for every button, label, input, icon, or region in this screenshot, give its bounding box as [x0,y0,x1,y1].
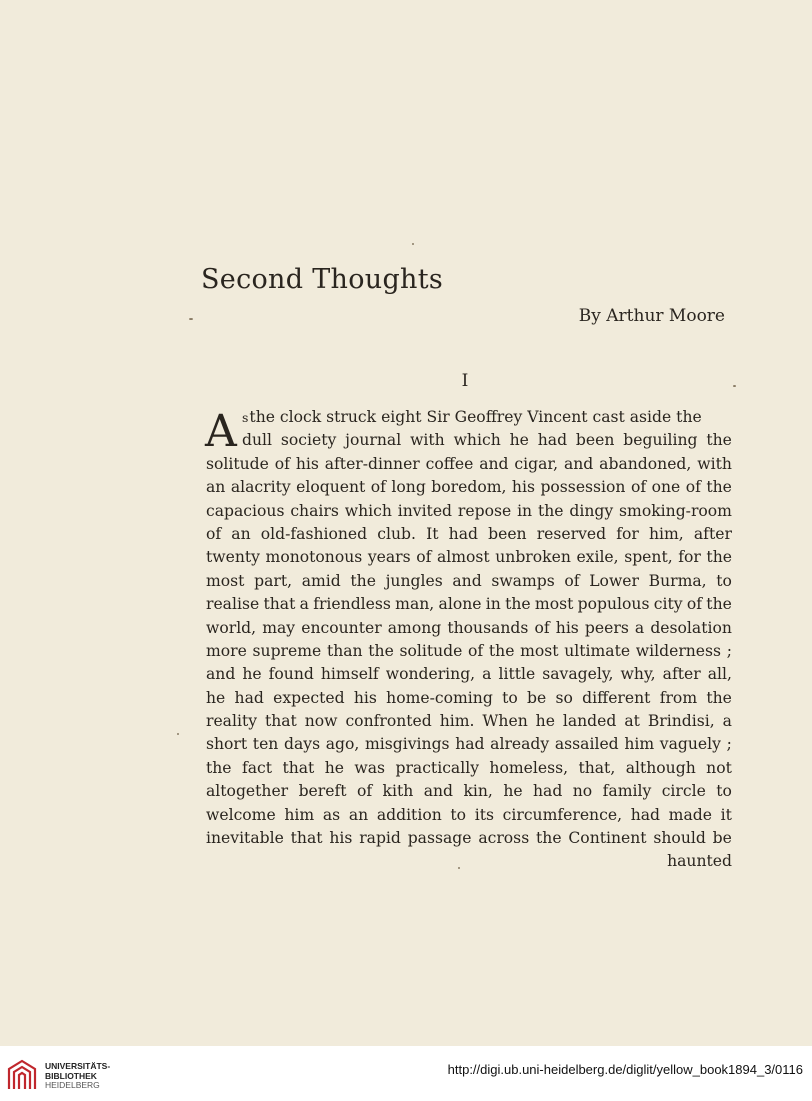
word: beguiling [623,431,698,450]
word: in [485,595,501,614]
word: ten [252,735,279,754]
word: spent, [624,548,673,567]
word: the [368,641,394,660]
word: most [520,641,559,660]
word: little [498,665,536,684]
word: for [678,548,701,567]
word: welcome [206,805,276,824]
library-name: UNIVERSITÄTS- BIBLIOTHEK HEIDELBERG [45,1061,111,1090]
word: almost [436,548,490,567]
word: wondering, [385,665,476,684]
word: of [370,478,386,497]
word: which [344,501,392,520]
word: its [474,805,494,824]
word: he [509,431,529,450]
word: he [535,712,555,731]
word: of [685,478,701,497]
word: capacious [206,501,285,520]
word: solitude [206,454,269,473]
word: he [503,782,523,801]
word: family [602,782,652,801]
word: passage [407,829,472,848]
word: short [206,735,248,754]
first-line-text: sthe clock struck eight Sir Geoffrey Vincent cast aside the [242,406,702,429]
word: the [706,595,732,614]
word: ultimate [564,641,631,660]
word: than [326,641,363,660]
word: jungles [385,571,443,590]
word: eloquent [296,478,366,497]
word: that, [578,758,616,777]
word: he [206,688,226,707]
word: kith [382,782,414,801]
word: to [502,688,518,707]
word: of [356,782,373,801]
word: smoking-room [619,501,732,520]
word: chairs [290,501,339,520]
text-line [206,429,732,452]
word: had [448,524,478,543]
word: with [697,454,732,473]
word: homeless, [489,758,569,777]
word: swamps [491,571,555,590]
word: had [533,782,563,801]
word: to [450,805,467,824]
word: had [455,735,485,754]
word: an [348,805,369,824]
word: to [716,571,732,590]
word: after [693,524,732,543]
word: his [295,454,319,473]
word: desolation [650,618,732,637]
word: his [329,829,353,848]
word: city [653,595,683,614]
text-line [206,710,732,733]
word: exile, [576,548,619,567]
story-title: Second Thoughts [201,264,444,295]
word: all, [707,665,732,684]
word: different [582,688,651,707]
word: circumference, [502,805,623,824]
word: friendless [313,595,391,614]
word: repose [457,501,512,520]
word: amid [301,571,341,590]
author-byline: By Arthur Moore [578,306,725,326]
word: thousands [447,618,529,637]
text-line [206,500,732,523]
word: be [527,688,547,707]
word: the [706,548,732,567]
word: kin, [463,782,493,801]
word: rapid [359,829,401,848]
word: not [706,758,732,777]
paper-speck [458,867,460,869]
word: monotonous [265,548,363,567]
text-line [206,406,732,429]
text-line [206,663,732,686]
drop-cap: A [205,406,237,457]
word: the [536,829,562,848]
word: wilderness [635,641,722,660]
word: bereft [298,782,347,801]
word: savagely, [542,665,614,684]
word: after-dinner [324,454,420,473]
word: already [490,735,550,754]
word: landed [562,712,617,731]
word: now [304,712,338,731]
word: as [322,805,341,824]
word: assailed [554,735,619,754]
word: had [234,688,264,707]
word: the [537,501,564,520]
word: part, [254,571,293,590]
word: of [206,524,222,543]
word: confronted [345,712,432,731]
word: was [354,758,386,777]
word: dull [242,431,272,450]
word: across [478,829,530,848]
word: encounter [301,618,382,637]
word: society [280,431,337,450]
word: practically [395,758,480,777]
word: it [720,805,732,824]
word: circle [661,782,706,801]
word: found [268,665,314,684]
word: of [416,548,432,567]
word: an [206,478,226,497]
text-line [206,733,732,756]
word: the [706,688,732,707]
body-text [206,406,732,874]
text-line [206,804,732,827]
word: of [274,454,290,473]
word: inevitable [206,829,284,848]
word: for [616,524,639,543]
word: coffee [425,454,474,473]
word: one [651,478,681,497]
word: It [426,524,439,543]
word: old-fashioned [260,524,368,543]
word: be [712,829,732,848]
text-line [206,476,732,499]
word: that [282,758,315,777]
word: and [479,454,509,473]
word: a [722,712,732,731]
word: and [563,454,594,473]
word: populous [577,595,650,614]
word: Continent [568,829,647,848]
word: been [488,524,527,543]
paper-speck [177,733,179,735]
word: of [468,641,484,660]
word: been [575,431,615,450]
word: may [262,618,296,637]
word: Burma, [648,571,707,590]
word: fact [241,758,273,777]
word: most [534,595,574,614]
word: expected [273,688,345,707]
word: him, [648,524,684,543]
word: no [572,782,593,801]
section-numeral: I [461,371,469,391]
word: the [706,431,732,450]
word: the [505,595,531,614]
word: the [706,478,732,497]
word: him [624,735,655,754]
word: addition [376,805,442,824]
text-line [206,640,732,663]
word: had [537,431,568,450]
word: peers [584,618,629,637]
word: invited [397,501,453,520]
word: and [423,782,454,801]
word: reserved [536,524,607,543]
word: the [350,571,376,590]
word: vaguely [659,735,721,754]
word: why, [620,665,656,684]
word: that [264,712,297,731]
word: made [668,805,712,824]
word: had [630,805,661,824]
word: a [634,618,645,637]
paper-speck [189,318,193,320]
text-line [206,780,732,803]
text-line [206,827,732,850]
word: from [659,688,698,707]
word: he [242,665,262,684]
word: the [206,758,232,777]
word: journal [345,431,402,450]
paper-speck [733,385,736,387]
word: after [662,665,701,684]
word: him. [439,712,475,731]
text-line [206,593,732,616]
word: altogether [206,782,289,801]
word: years [367,548,411,567]
word: him [284,805,315,824]
word: his [353,688,377,707]
word: world, [206,618,257,637]
word: an [231,524,251,543]
word: more [206,641,247,660]
word: dingy [569,501,614,520]
word: and [206,665,236,684]
word: although [625,758,696,777]
word: of [534,618,550,637]
word: man, [395,595,435,614]
word: which [453,431,501,450]
word: Lower [589,571,639,590]
word: abandoned, [599,454,692,473]
word: he [324,758,344,777]
word: with [410,431,445,450]
word: of [686,595,703,614]
text-line [206,757,732,780]
word: of [630,478,647,497]
word: days [283,735,321,754]
word: that [290,829,323,848]
library-logo-icon[interactable] [7,1059,37,1091]
word: and [452,571,482,590]
text-line [206,687,732,710]
word: alacrity [230,478,291,497]
word: boredom, [431,478,507,497]
permalink-url[interactable]: http://digi.ub.uni-heidelberg.de/diglit/yellow_book1894_3/0116 [447,1062,803,1077]
word: in [517,501,533,520]
word: at [624,712,640,731]
word: Brindisi, [647,712,715,731]
word: supreme [252,641,322,660]
text-line [206,453,732,476]
word: among [387,618,442,637]
word: so [555,688,573,707]
word: ago, [325,735,360,754]
text-line [206,570,732,593]
text-line [206,546,732,569]
word: home-coming [386,688,493,707]
word: of [564,571,580,590]
word: a [482,665,492,684]
word: his [555,618,579,637]
paper-speck [412,243,414,245]
word: twenty [206,548,260,567]
catchword: haunted [667,852,732,871]
word: alone [438,595,482,614]
word: to [716,782,732,801]
word: a [299,595,309,614]
word: solitude [399,641,463,660]
word: ; [726,641,732,660]
viewer-footer [0,1046,812,1101]
word: ; [726,735,732,754]
word: the [488,641,515,660]
word: realise [206,595,260,614]
text-line [206,617,732,640]
word: possession [540,478,626,497]
word: that [263,595,296,614]
word: long [391,478,426,497]
word: his [511,478,535,497]
word: cigar, [514,454,559,473]
word: should [653,829,706,848]
word: himself [320,665,379,684]
word: club. [377,524,416,543]
first-word-smallcaps: s [242,410,250,425]
word: most [206,571,245,590]
word: When [482,712,528,731]
word: unbroken [495,548,571,567]
word: reality [206,712,258,731]
text-line [206,523,732,546]
word: misgivings [364,735,450,754]
